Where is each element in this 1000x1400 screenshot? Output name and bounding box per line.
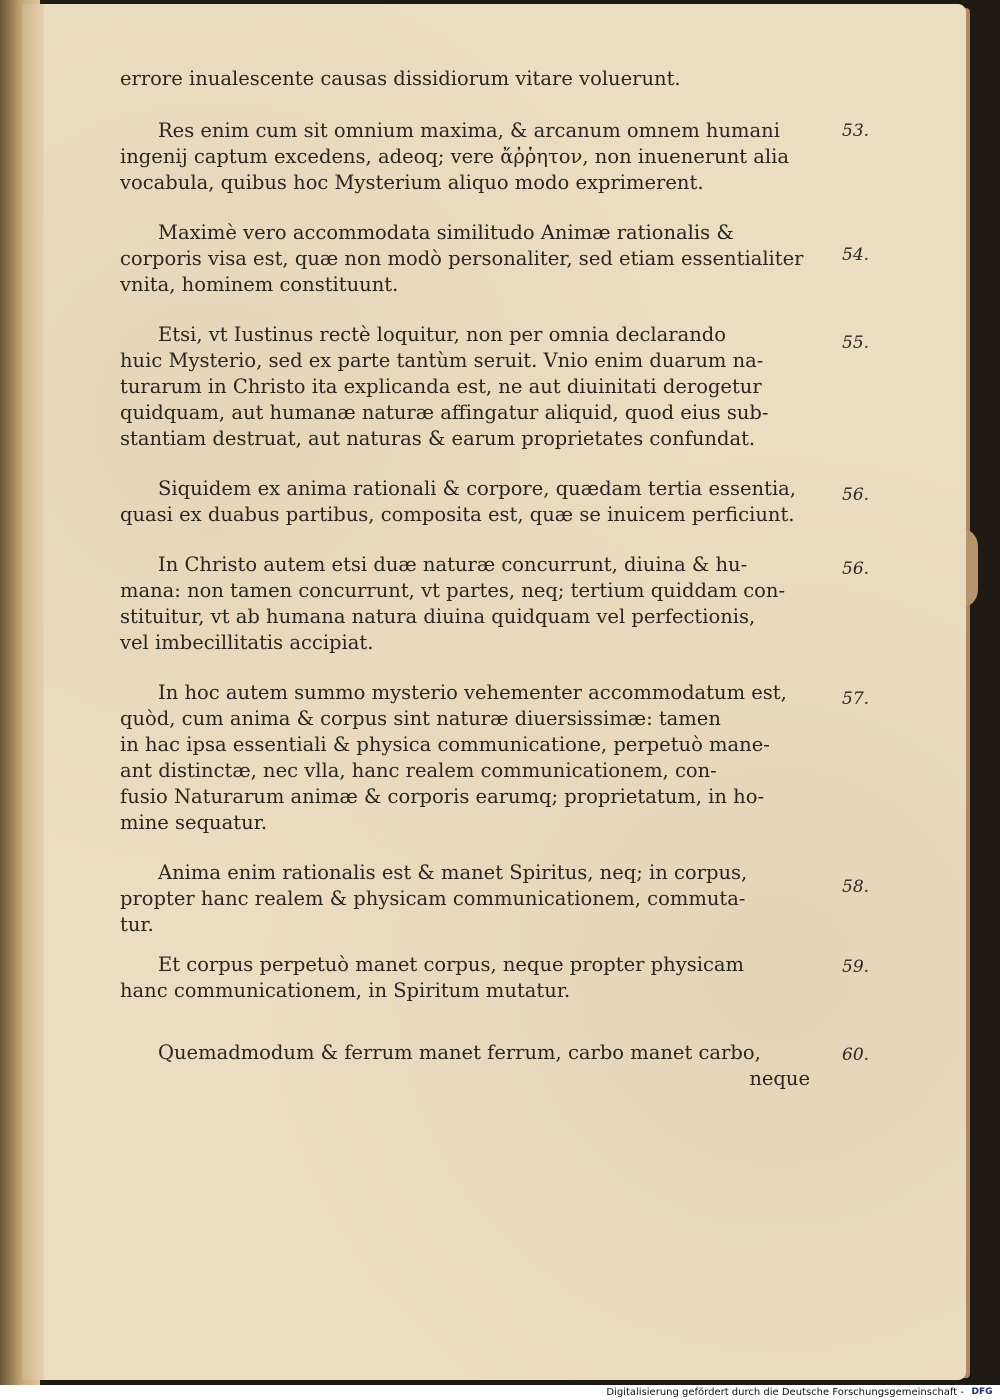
catchword: neque (749, 1067, 810, 1090)
paragraph-58 (120, 860, 870, 938)
margin-number: 56. (842, 559, 870, 579)
dfg-logo: DFG (971, 1387, 993, 1397)
text-line: Maximè vero accommodata similitudo Animæ rationalis & (158, 221, 734, 244)
text-line: turarum in Christo ita explicanda est, ne aut diuinitati derogetur (120, 375, 762, 398)
margin-number: 55. (842, 333, 870, 353)
paragraph-56b (120, 552, 870, 656)
text-line: In hoc autem summo mysterio vehementer accommodatum est, (158, 681, 787, 704)
text-line: stantiam destruat, aut naturas & earum proprietates confundat. (120, 427, 756, 450)
text-line: vocabula, quibus hoc Mysterium aliquo modo exprimerent. (120, 171, 704, 194)
text-line: ingenij captum excedens, adeoq; vere ἄῤῥητον, non inuenerunt alia (120, 145, 790, 168)
margin-number: 56. (842, 485, 870, 505)
margin-number: 59. (842, 957, 870, 977)
text-line: hanc communicationem, in Spiritum mutatur. (120, 979, 571, 1002)
text-line: quòd, cum anima & corpus sint naturæ diuersissimæ: tamen (120, 707, 721, 730)
text-line: mana: non tamen concurrunt, vt partes, neq; tertium quiddam con- (120, 579, 786, 602)
running-heading: errore inualescente causas dissidiorum vitare voluerunt. (120, 67, 681, 90)
text-line: corporis visa est, quæ non modò personaliter, sed etiam essentialiter (120, 247, 804, 270)
text-line: mine sequatur. (120, 811, 268, 834)
page-gutter (22, 4, 44, 1380)
paragraph-54 (120, 220, 870, 298)
margin-number: 54. (842, 245, 870, 265)
text-line: quasi ex duabus partibus, composita est, quæ se inuicem perficiunt. (120, 503, 795, 526)
margin-number: 58. (842, 877, 870, 897)
text-line: fusio Naturarum animæ & corporis earumq; proprietatum, in ho- (120, 785, 765, 808)
text-line: in hac ipsa essentiali & physica communicatione, perpetuò mane- (120, 733, 770, 756)
text-line: Anima enim rationalis est & manet Spiritus, neq; in corpus, (158, 861, 748, 884)
text-line: vel imbecillitatis accipiat. (120, 631, 374, 654)
text-line: huic Mysterio, sed ex parte tantùm seruit. Vnio enim duarum na- (120, 349, 764, 372)
paragraph-53 (120, 118, 870, 196)
text-line: Quemadmodum & ferrum manet ferrum, carbo manet carbo, (158, 1041, 761, 1064)
text-line: Etsi, vt Iustinus rectè loquitur, non per omnia declarando (158, 323, 726, 346)
text-line: In Christo autem etsi duæ naturæ concurrunt, diuina & hu- (158, 553, 748, 576)
paragraph-59 (120, 952, 870, 1004)
text-line: stituitur, vt ab humana natura diuina quidquam vel perfectionis, (120, 605, 756, 628)
paragraph-57 (120, 680, 870, 836)
text-line: vnita, hominem constituunt. (120, 273, 399, 296)
text-line: propter hanc realem & physicam communicationem, commuta- (120, 887, 746, 910)
paragraph-56a (120, 476, 870, 528)
margin-number: 60. (842, 1045, 870, 1065)
text-line: tur. (120, 913, 154, 936)
text-line: Et corpus perpetuò manet corpus, neque propter physicam (158, 953, 745, 976)
paragraph-60 (120, 1040, 870, 1092)
margin-number: 53. (842, 121, 870, 141)
text-line: quidquam, aut humanæ naturæ affingatur aliquid, quod eius sub- (120, 401, 769, 424)
footer-bar (0, 1385, 1000, 1400)
text-line: Siquidem ex anima rationali & corpore, quædam tertia essentia, (158, 477, 797, 500)
text-line: Res enim cum sit omnium maxima, & arcanum omnem humani (158, 119, 780, 142)
text-line: ant distinctæ, nec vlla, hanc realem communicationem, con- (120, 759, 717, 782)
page-text (120, 66, 870, 1116)
funding-notice: Digitalisierung gefördert durch die Deutsche Forschungsgemeinschaft - (606, 1387, 964, 1398)
margin-number: 57. (842, 689, 870, 709)
paragraph-55 (120, 322, 870, 452)
